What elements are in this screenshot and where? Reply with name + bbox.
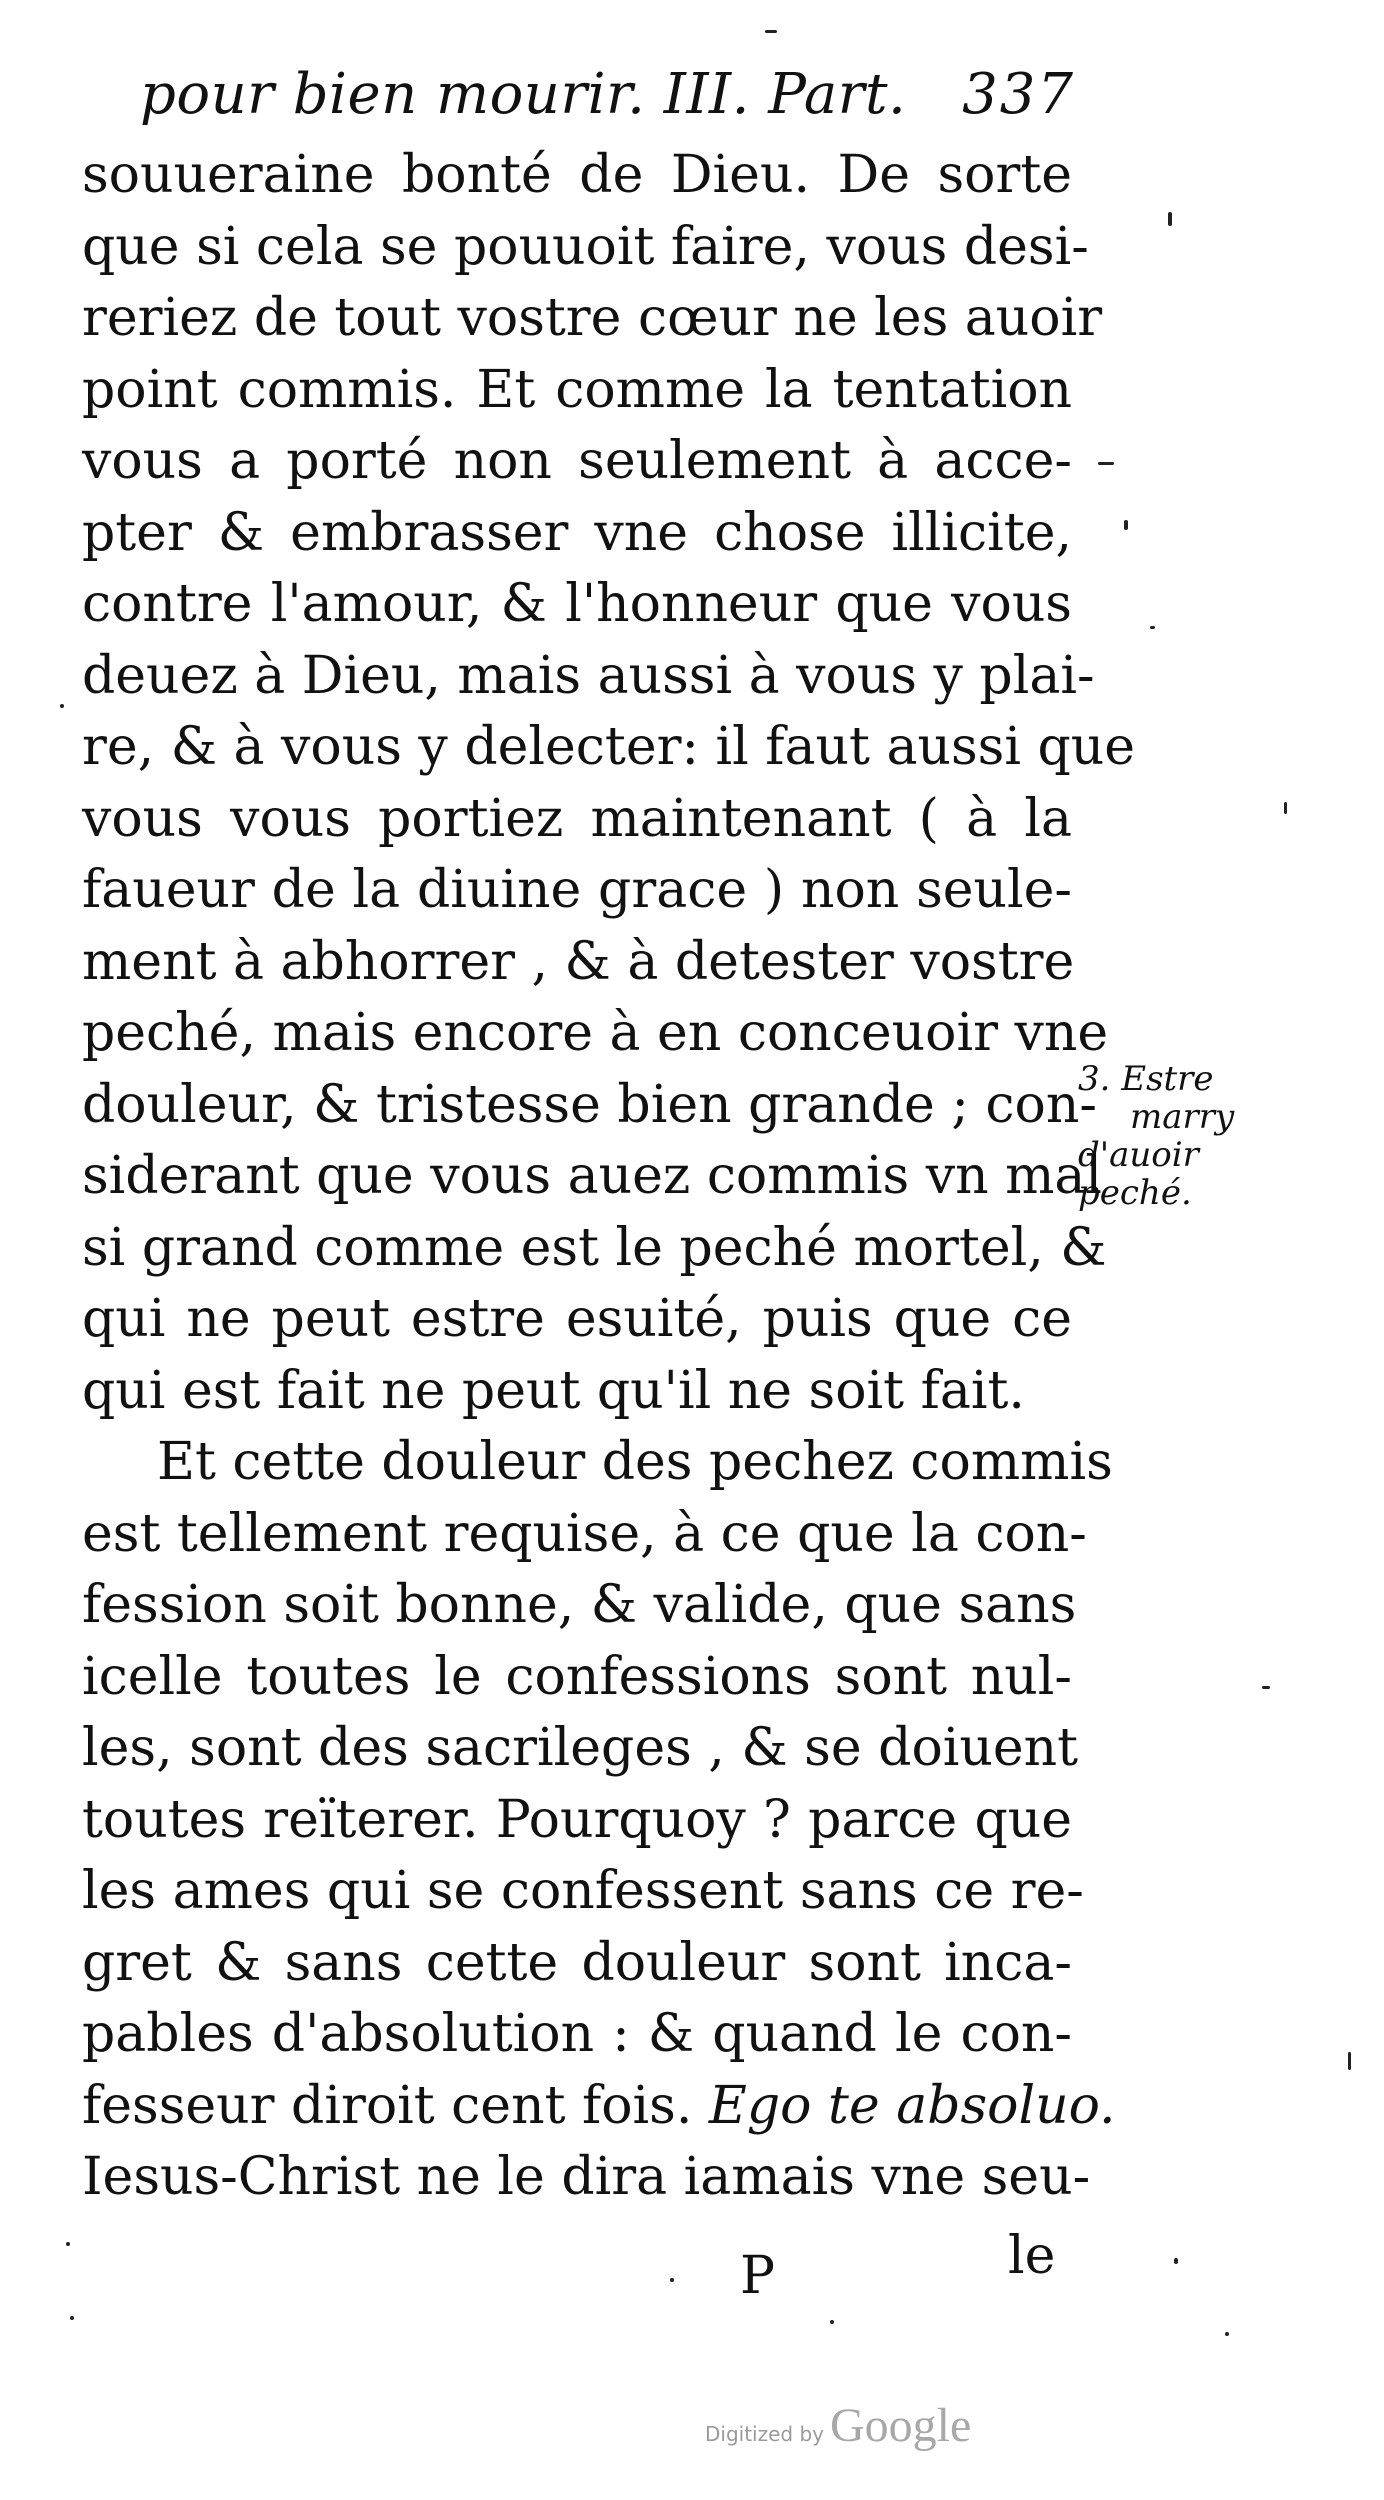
text-line: gret & sans cette douleur sont inca- <box>82 1932 1072 1993</box>
margin-note-line: marry <box>1130 1097 1235 1137</box>
catchword: le <box>1008 2226 1056 2286</box>
margin-note-line: d'auoir <box>1078 1135 1199 1175</box>
text-line: faueur de la diuine grace ) non seule- <box>82 860 1072 920</box>
text-line: peché, mais encore à en conceuoir vne <box>82 1003 1109 1063</box>
scan-speck <box>66 2242 70 2246</box>
scan-speck <box>60 704 64 708</box>
scan-speck <box>1225 2332 1229 2336</box>
text-line-with-latin <box>82 2071 1116 2143</box>
scan-speck <box>1284 802 1287 814</box>
signature-mark: P <box>740 2246 775 2306</box>
text-line: pables d'absolution : & quand le con- <box>82 2004 1072 2064</box>
text-line: deuez à Dieu, mais aussi à vous y plai- <box>82 645 1095 706</box>
text-line: re, & à vous y delecter: il faut aussi que <box>82 717 1136 777</box>
text-line: icelle toutes le confessions sont nul- <box>82 1646 1072 1707</box>
scan-speck <box>1174 2258 1178 2264</box>
scan-speck <box>765 30 777 33</box>
watermark-prefix: Digitized by <box>705 2422 824 2446</box>
text-line: les, sont des sacrileges , & se doiuent <box>82 1718 1079 1778</box>
scan-speck <box>1150 626 1155 629</box>
watermark-brand: Google <box>830 2399 972 2452</box>
margin-note <box>1078 1060 1288 1212</box>
text-line: toutes reïterer. Pourquoy ? parce que <box>82 1789 1072 1850</box>
scan-speck <box>1098 462 1114 465</box>
scan-speck <box>1262 1686 1270 1689</box>
text-line: Et cette douleur des pechez commis <box>157 1432 1113 1492</box>
text-line: reriez de tout vostre cœur ne les auoir <box>82 288 1103 348</box>
margin-note-line: 3. Estre <box>1078 1059 1214 1099</box>
text-line: point commis. Et comme la tentation <box>82 359 1072 420</box>
scan-speck <box>1168 212 1172 226</box>
text-line: fession soit bonne, & valide, que sans <box>82 1575 1077 1635</box>
scan-speck <box>830 2320 834 2324</box>
body-text <box>82 140 1136 2214</box>
text-line: les ames qui se confessent sans ce re- <box>82 1861 1084 1921</box>
text-line: si grand comme est le peché mortel, & <box>82 1217 1107 1278</box>
text-line: contre l'amour, & l'honneur que vous <box>82 574 1072 634</box>
text-line: souueraine bonté de Dieu. De sorte <box>82 145 1072 205</box>
latin-phrase: Ego te absoluo. <box>708 2075 1116 2136</box>
running-title: pour bien mourir. III. Part. <box>140 62 907 127</box>
page-number: 337 <box>962 62 1075 127</box>
text-line: douleur, & tristesse bien grande ; con- <box>82 1074 1097 1135</box>
text-line: vous a porté non seulement à acce- <box>82 431 1072 491</box>
scan-speck <box>1348 2052 1351 2070</box>
margin-note-line: peché. <box>1078 1173 1192 1213</box>
text-fragment: fesseur diroit cent fois. <box>82 2075 693 2136</box>
text-line: Iesus-Christ ne le dira iamais vne seu- <box>82 2147 1091 2207</box>
text-line: ment à abhorrer , & à detester vostre <box>82 931 1075 992</box>
text-line: pter & embrasser vne chose illicite, <box>82 502 1072 563</box>
text-line: siderant que vous auez commis vn mal <box>82 1146 1103 1206</box>
page-header <box>140 62 1075 142</box>
scan-speck <box>70 2316 74 2320</box>
scan-speck <box>1124 520 1128 530</box>
text-line: est tellement requise, à ce que la con- <box>82 1503 1087 1564</box>
text-line: vous vous portiez maintenant ( à la <box>82 788 1072 849</box>
text-line: qui ne peut estre esuité, puis que ce <box>82 1289 1072 1349</box>
digitized-watermark <box>705 2398 971 2453</box>
text-line: qui est fait ne peut qu'il ne soit fait. <box>82 1360 1025 1421</box>
scan-speck <box>670 2278 674 2282</box>
text-line: que si cela se pouuoit faire, vous desi- <box>82 216 1089 277</box>
